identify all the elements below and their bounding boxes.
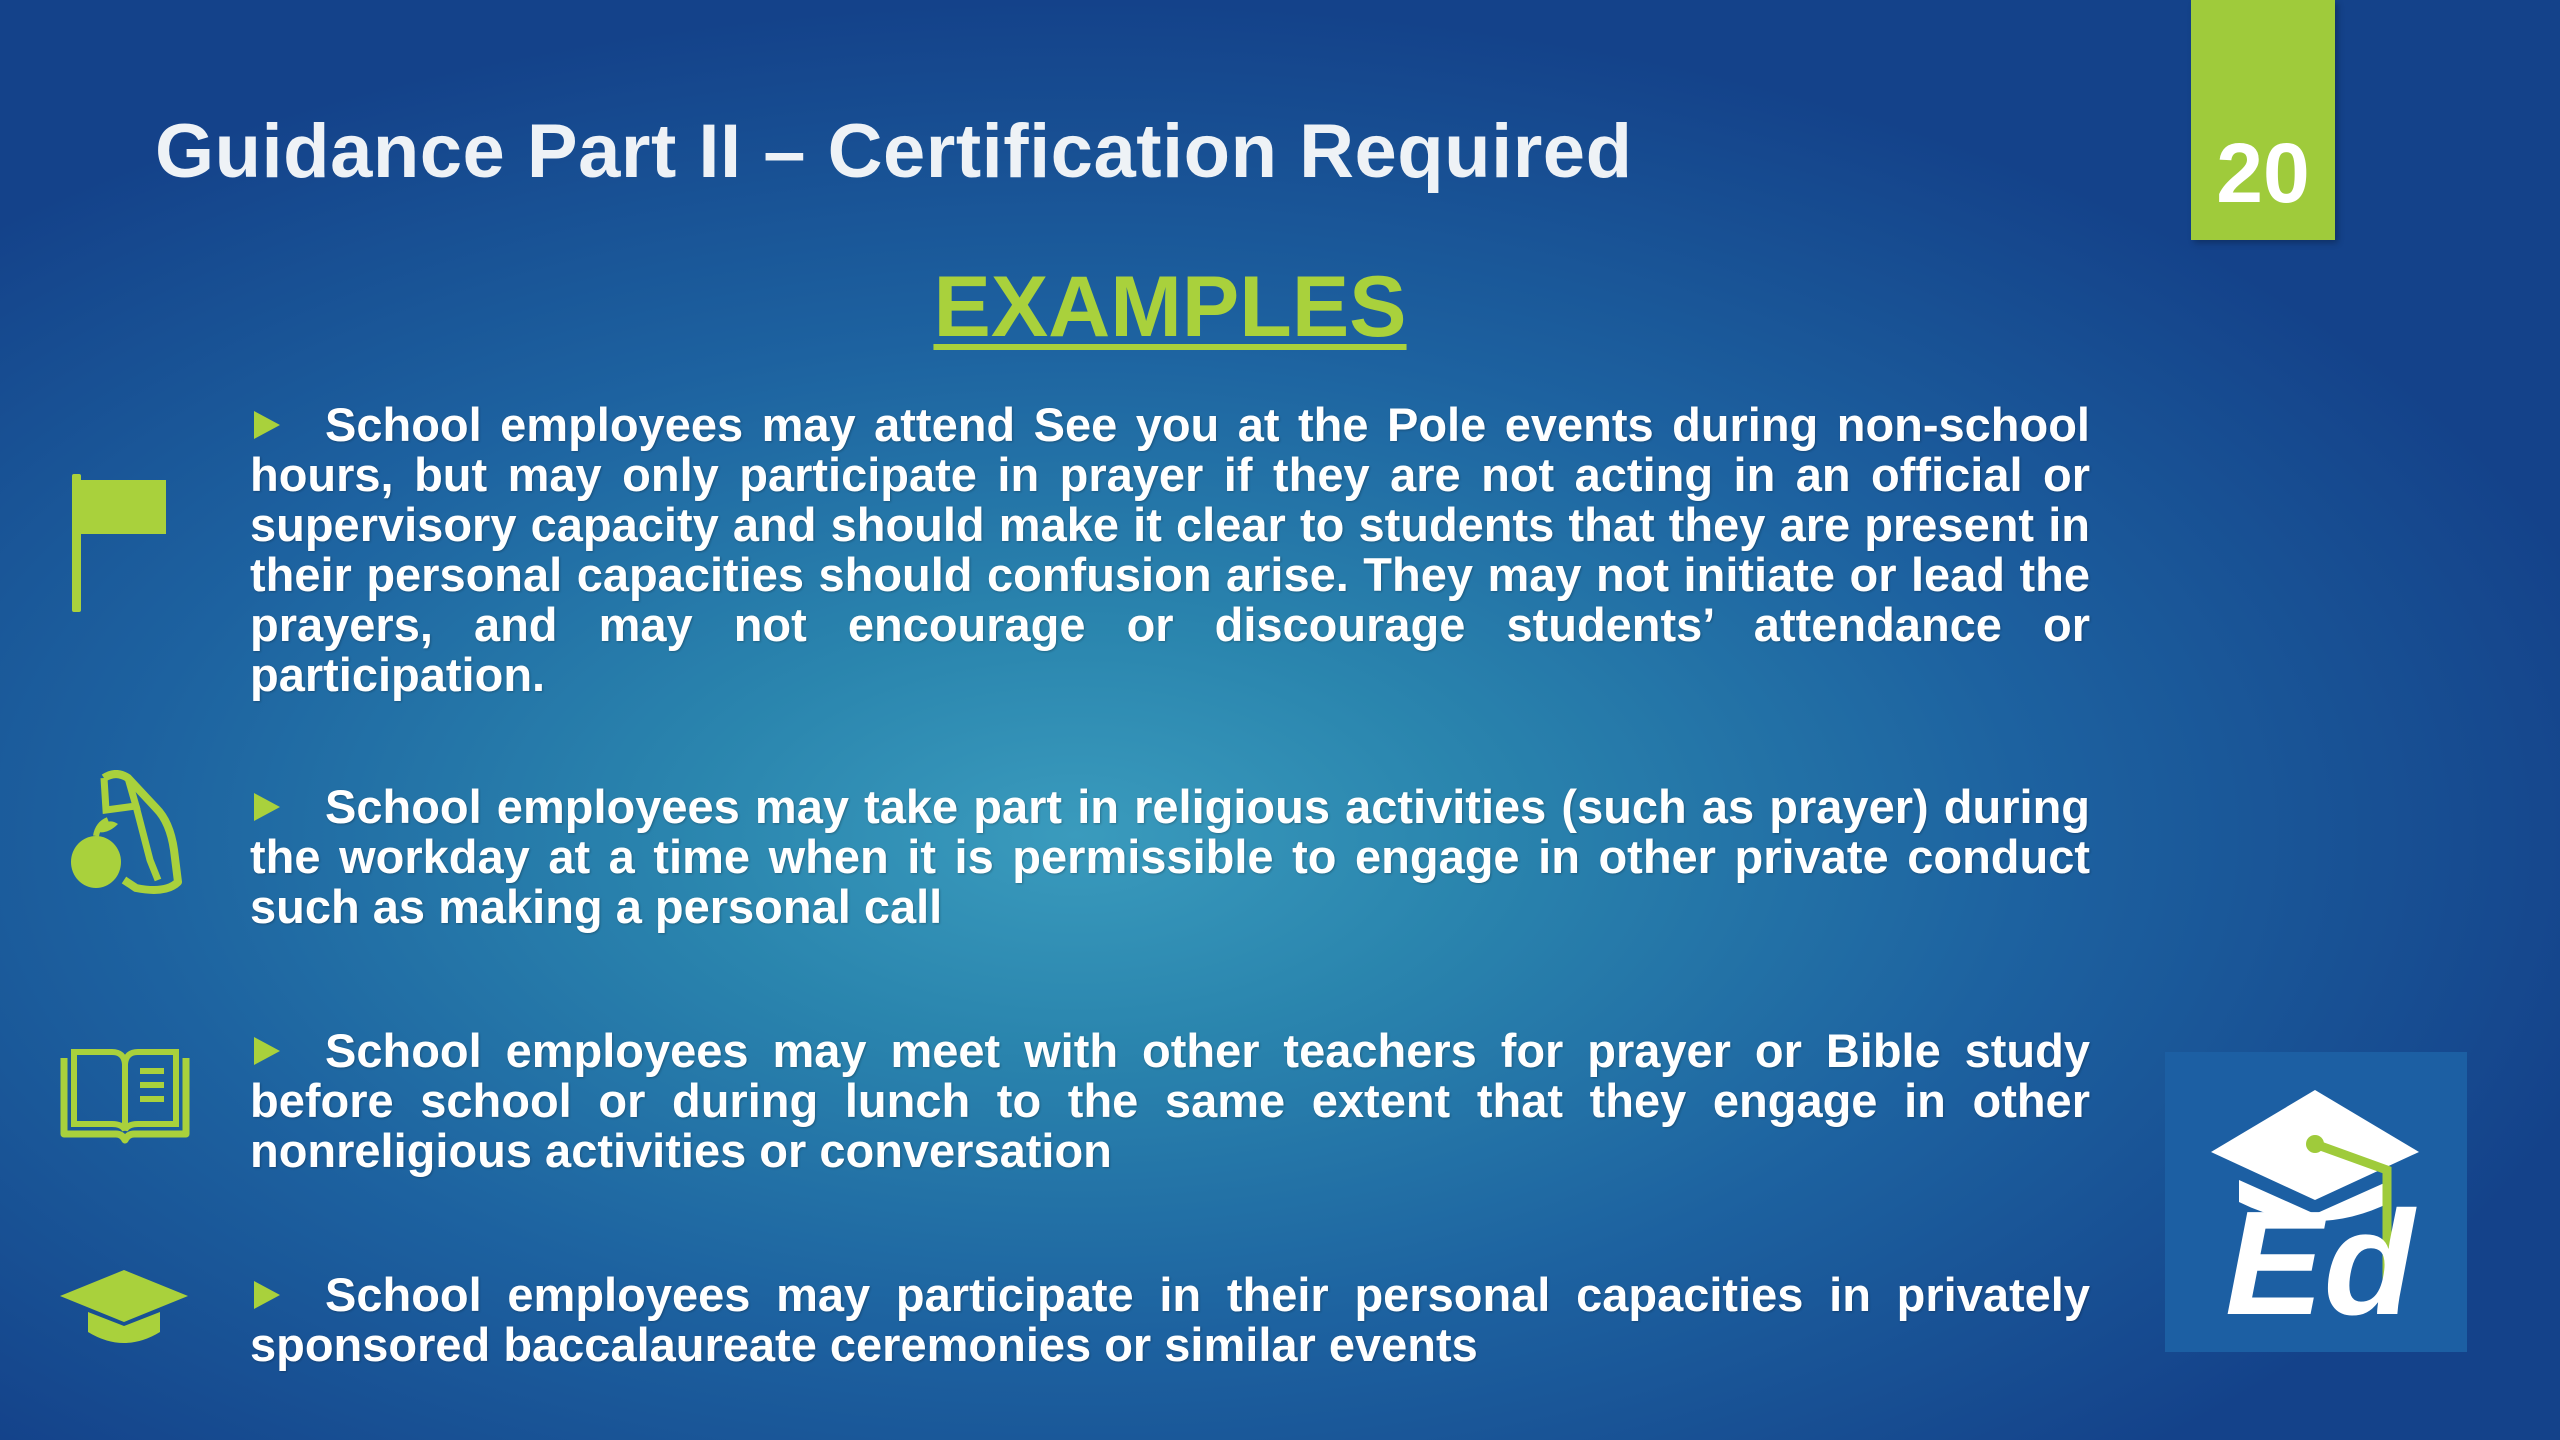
page-number-badge <box>2191 0 2335 240</box>
bullet-item <box>250 400 2090 700</box>
bullet-item <box>250 1026 2090 1176</box>
page-number: 20 <box>2216 126 2310 220</box>
bullet-arrow-icon <box>254 793 280 821</box>
bullet-arrow-icon <box>254 411 280 439</box>
section-heading: EXAMPLES <box>933 259 1407 355</box>
ed-logo-icon <box>2165 1052 2467 1352</box>
bullet-text: School employees may take part in religious activities (such as prayer) during the workday at a time when it is permissible to engage in other private conduct such as making a personal call <box>250 780 2090 933</box>
graduation-cap-icon <box>58 1268 190 1348</box>
bullet-text: School employees may meet with other teachers for prayer or Bible study before school or during lunch to the same extent that they engage in other nonreligious activities or conversation <box>250 1024 2090 1177</box>
open-book-icon <box>60 1048 190 1148</box>
bullet-arrow-icon <box>254 1281 280 1309</box>
bullet-item <box>250 782 2090 932</box>
svg-text:Ed: Ed <box>2225 1181 2415 1346</box>
bullet-text: School employees may participate in their personal capacities in privately sponsored baccalaureate ceremonies or similar events <box>250 1268 2090 1371</box>
ed-logo <box>2165 1052 2467 1352</box>
bullet-arrow-icon <box>254 1037 280 1065</box>
bullet-text: School employees may attend See you at the Pole events during non-school hours, but may only participate in prayer if they are not acting in an official or supervisory capacity and should make it clear to students that they are present in their personal capacities should confusion arise. They may not initiate or lead the prayers, and may not encourage or discourage students’ attendance or participation. <box>250 398 2090 701</box>
backpack-apple-icon <box>66 770 186 895</box>
bullet-item <box>250 1270 2090 1370</box>
flag-icon <box>66 472 176 616</box>
slide-title: Guidance Part II – Certification Required <box>155 109 1633 194</box>
